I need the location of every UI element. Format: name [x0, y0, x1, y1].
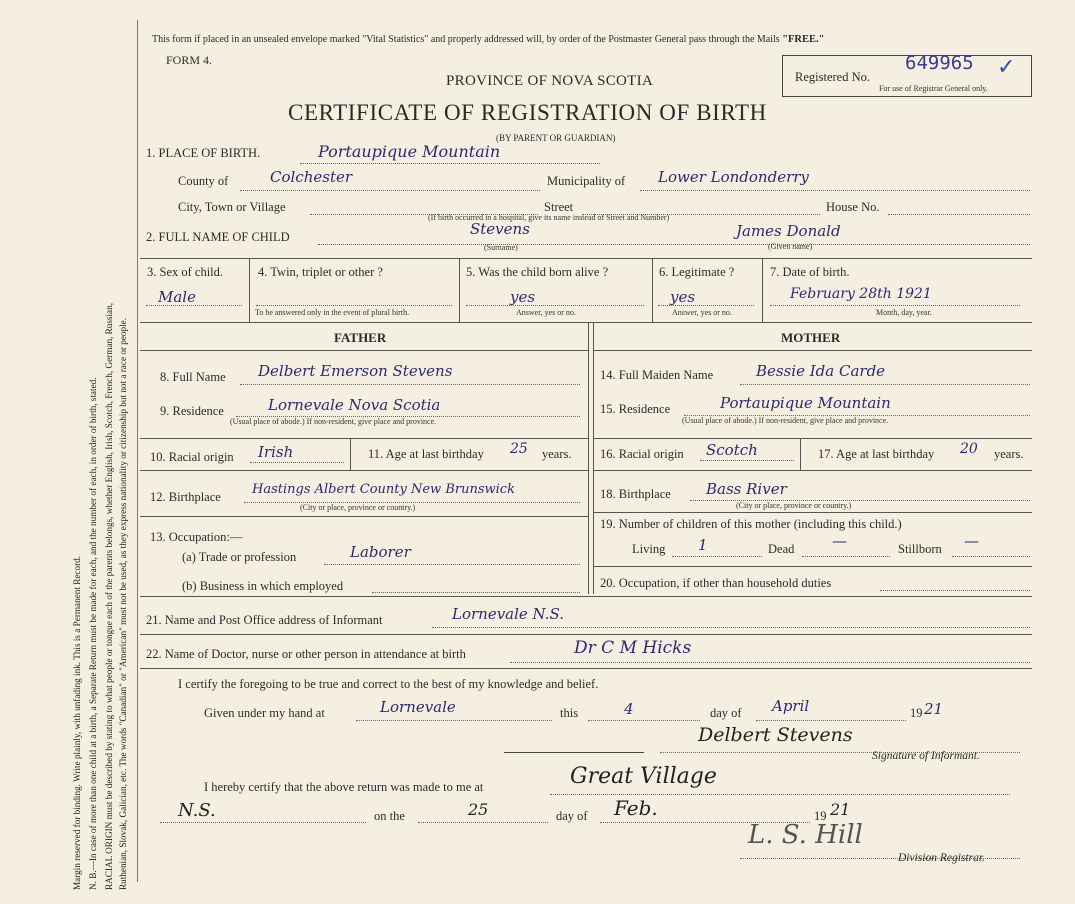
parents-bottom-border: [140, 596, 1032, 597]
margin-line-2: N. B.—In case of more than one child at a birth, a Separate Return must be made for each, and the number of each, in order of birth, stated.: [88, 377, 98, 890]
form-number: FORM 4.: [166, 53, 213, 67]
living-value: 1: [698, 536, 708, 554]
row-bottom-border: [140, 322, 1032, 323]
month2-value: Feb.: [614, 796, 658, 820]
city-label: City, Town or Village: [178, 200, 286, 214]
year-value: 21: [924, 700, 944, 718]
mother-heading: MOTHER: [781, 330, 841, 345]
county-line: [240, 190, 540, 191]
mother-birthplace-value: Bass River: [706, 480, 787, 498]
mother-occupation-top: [594, 566, 1032, 567]
county-label: County of: [178, 174, 229, 188]
alive-label: 5. Was the child born alive ?: [466, 265, 609, 279]
father-occupation-label: 13. Occupation:—: [150, 530, 243, 544]
father-name-label: 8. Full Name: [160, 370, 226, 384]
mother-residence-note: (Usual place of abode.) If non-resident, give place and province.: [682, 416, 889, 425]
given-under-label: Given under my hand at: [204, 706, 325, 720]
registrar-signature: L. S. Hill: [748, 820, 863, 850]
mother-residence-value: Portaupique Mountain: [720, 394, 891, 412]
father-birth-top: [140, 470, 588, 471]
stillborn-label: Stillborn: [898, 542, 942, 556]
day2-value: 25: [468, 800, 489, 819]
living-line: [672, 556, 762, 557]
registration-box: [782, 52, 1032, 97]
twin-label: 4. Twin, triplet or other ?: [258, 265, 383, 279]
father-trade-value: Laborer: [350, 543, 411, 561]
margin-border: [137, 20, 138, 882]
day-value: 4: [624, 700, 634, 718]
surname-value: Stevens: [470, 220, 530, 238]
day-of-label: day of: [710, 706, 742, 720]
margin-instructions: [0, 0, 135, 904]
father-age-value: 25: [510, 441, 528, 457]
house-line: [888, 214, 1030, 215]
place-of-birth-label: 1. PLACE OF BIRTH.: [146, 146, 261, 160]
mother-age-value: 20: [960, 441, 978, 457]
mother-residence-label: 15. Residence: [600, 402, 671, 416]
sex-value: Male: [158, 288, 196, 306]
alive-note: Answer, yes or no.: [516, 308, 576, 317]
father-residence-note: (Usual place of abode.) If non-resident, give place and province.: [230, 417, 437, 426]
mother-race-value: Scotch: [706, 441, 758, 459]
given-name-caption: (Given name): [768, 242, 813, 251]
father-business-line: [372, 592, 580, 593]
registered-label: Registered No.: [795, 70, 870, 84]
informant-border: [140, 634, 1032, 635]
registrar-place-value: Great Village: [570, 764, 717, 789]
given-place-line: [356, 720, 552, 721]
mother-birthplace-note: (City or place, province or country.): [736, 501, 852, 510]
father-business-label: (b) Business in which employed: [182, 579, 344, 593]
child-name-line: [318, 244, 1030, 245]
margin-line-3: RACIAL ORIGIN must be described by stating to what people or tongue each of the parents belongs, whether English, Irish, Scotch, French, German, Russian,: [104, 302, 114, 890]
certify-statement: I certify the foregoing to be true and correct to the best of my knowledge and belief.: [178, 677, 599, 691]
registered-number: 649965: [905, 52, 974, 74]
province-heading: PROVINCE OF NOVA SCOTIA: [446, 73, 654, 89]
mother-years-label: years.: [994, 447, 1024, 461]
surname-caption: (Surname): [484, 243, 518, 252]
given-name-value: James Donald: [736, 222, 841, 240]
dead-line: [802, 556, 890, 557]
doctor-value: Dr C M Hicks: [574, 638, 692, 658]
house-label: House No.: [826, 200, 880, 214]
mother-name-label: 14. Full Maiden Name: [600, 368, 714, 382]
father-race-line: [250, 462, 344, 463]
dob-line: [770, 305, 1020, 306]
place2-value: N.S.: [178, 800, 216, 821]
child-name-label: 2. FULL NAME OF CHILD: [146, 230, 290, 244]
father-birthplace-note: (City or place, province or country.): [300, 503, 416, 512]
given-place-value: Lornevale: [380, 698, 456, 716]
month-line: [756, 720, 906, 721]
registrar-caption: Division Registrar.: [898, 852, 985, 864]
father-years-label: years.: [542, 447, 572, 461]
legitimate-note: Answer, yes or no.: [672, 308, 732, 317]
alive-value: yes: [510, 288, 536, 306]
informant-line: [432, 627, 1030, 628]
mother-occupation-line: [880, 590, 1030, 591]
year2-prefix: 19: [814, 809, 827, 823]
municipality-value: Lower Londonderry: [658, 168, 809, 186]
mother-children-label: 19. Number of children of this mother (including this child.): [600, 517, 902, 531]
divider: [762, 258, 763, 322]
dob-value: February 28th 1921: [790, 286, 932, 302]
divider: [652, 258, 653, 322]
divider: [249, 258, 250, 322]
legitimate-value: yes: [670, 288, 696, 306]
sex-label: 3. Sex of child.: [147, 265, 224, 279]
margin-line-1: Margin reserved for binding. Write plainly, with unfading ink. This is a Permanent Record.: [72, 555, 82, 890]
living-label: Living: [632, 542, 666, 556]
mother-name-value: Bessie Ida Carde: [756, 362, 886, 380]
signature-caption: Signature of Informant.: [872, 750, 980, 762]
doctor-border: [140, 668, 1032, 669]
stillborn-value: —: [964, 532, 979, 550]
place2-line: [160, 822, 366, 823]
margin-line-4: Ruthenian, Slovak, Galician, etc. The words "Canadian" or "American" must not be used, as they express nationality or citizenship but not a race or people.: [118, 317, 128, 890]
municipality-label: Municipality of: [547, 174, 626, 188]
municipality-line: [640, 190, 1030, 191]
mother-children-top: [594, 512, 1032, 513]
month-value: April: [772, 697, 810, 715]
dob-label: 7. Date of birth.: [770, 265, 850, 279]
parents-divider: [588, 322, 589, 594]
doctor-label: 22. Name of Doctor, nurse or other person in attendance at birth: [146, 647, 466, 661]
signature-rule: [504, 752, 644, 753]
father-residence-label: 9. Residence: [160, 404, 224, 418]
street-label: Street: [544, 200, 574, 214]
father-name-value: Delbert Emerson Stevens: [258, 362, 453, 380]
sex-line: [146, 305, 242, 306]
father-residence-value: Lornevale Nova Scotia: [268, 396, 441, 414]
informant-label: 21. Name and Post Office address of Informant: [146, 613, 383, 627]
place-of-birth-line: [300, 163, 600, 164]
place-of-birth-value: Portaupique Mountain: [318, 142, 501, 161]
mother-heading-border: [594, 350, 1032, 351]
alive-line: [466, 305, 644, 306]
father-race-value: Irish: [258, 443, 294, 461]
this-label: this: [560, 706, 579, 720]
mother-name-line: [740, 384, 1030, 385]
divider: [459, 258, 460, 322]
father-heading-border: [140, 350, 588, 351]
parents-divider: [593, 322, 594, 594]
father-name-line: [240, 384, 580, 385]
day-of2-label: day of: [556, 809, 588, 823]
mother-age-label: 17. Age at last birthday: [818, 447, 935, 461]
mother-race-line: [700, 460, 794, 461]
informant-signature: Delbert Stevens: [698, 724, 853, 746]
year2-value: 21: [830, 800, 851, 819]
registrar-statement: I hereby certify that the above return was made to me at: [204, 780, 484, 794]
mail-notice: This form if placed in an unsealed envelope marked "Vital Statistics" and properly addressed will, by order of the Postmaster General pass through the Mails "FREE.": [152, 34, 825, 45]
father-race-top: [140, 438, 588, 439]
father-trade-label: (a) Trade or profession: [182, 550, 297, 564]
mother-race-top: [594, 438, 1032, 439]
father-occupation-top: [140, 516, 588, 517]
row-top-border: [140, 258, 1032, 259]
legitimate-line: [658, 305, 754, 306]
registered-note: For use of Registrar General only.: [879, 84, 988, 93]
doctor-line: [510, 662, 1030, 663]
mother-race-divider: [800, 438, 801, 470]
mother-birth-top: [594, 470, 1032, 471]
registrar-place-line: [550, 794, 1010, 795]
informant-value: Lornevale N.S.: [452, 605, 565, 623]
check-mark-icon: ✓: [997, 54, 1016, 79]
dob-note: Month, day, year.: [876, 308, 932, 317]
on-the-label: on the: [374, 809, 405, 823]
stillborn-line: [952, 556, 1030, 557]
certificate-title: CERTIFICATE OF REGISTRATION OF BIRTH: [288, 100, 767, 125]
father-race-divider: [350, 438, 351, 470]
father-birthplace-value: Hastings Albert County New Brunswick: [252, 482, 515, 497]
father-heading: FATHER: [334, 330, 387, 345]
year-prefix: 19: [910, 706, 923, 720]
day-line: [588, 720, 700, 721]
father-age-label: 11. Age at last birthday: [368, 447, 484, 461]
mother-occupation-label: 20. Occupation, if other than household duties: [600, 576, 832, 590]
twin-line: [256, 305, 452, 306]
father-race-label: 10. Racial origin: [150, 450, 234, 464]
father-birthplace-label: 12. Birthplace: [150, 490, 221, 504]
mother-birthplace-label: 18. Birthplace: [600, 487, 671, 501]
twin-note: To be answered only in the event of plural birth.: [255, 308, 410, 317]
free-label: "FREE.": [782, 34, 825, 45]
legitimate-label: 6. Legitimate ?: [659, 265, 735, 279]
dead-value: —: [832, 532, 847, 550]
dead-label: Dead: [768, 542, 795, 556]
father-trade-line: [324, 564, 580, 565]
hospital-note: (If birth occurred in a hospital, give its name instead of Street and Number): [428, 213, 670, 222]
county-value: Colchester: [270, 168, 353, 186]
mother-race-label: 16. Racial origin: [600, 447, 684, 461]
certificate-subtitle: (BY PARENT OR GUARDIAN): [496, 133, 616, 143]
day2-line: [418, 822, 548, 823]
